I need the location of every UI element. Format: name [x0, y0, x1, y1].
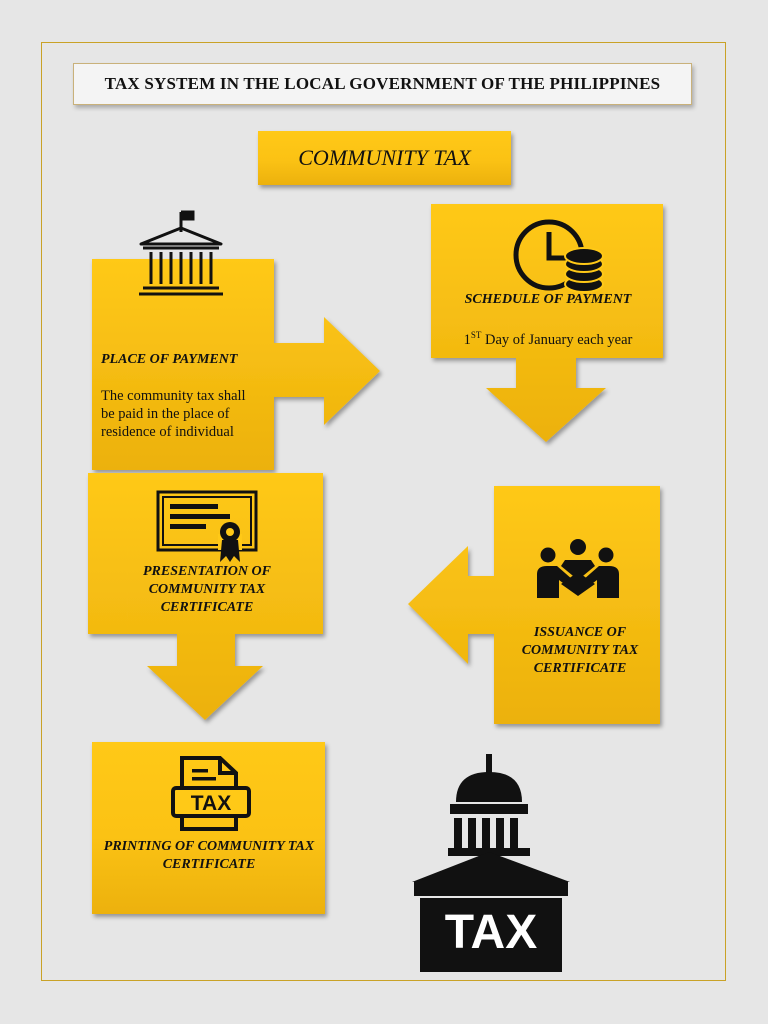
presentation-label: PRESENTATION OF COMMUNITY TAX CERTIFICATE: [143, 564, 271, 615]
printing-label: PRINTING OF COMMUNITY TAX CERTIFICATE: [103, 839, 315, 872]
handshake-group-icon: [535, 538, 621, 602]
clock-coins-icon: [512, 218, 606, 296]
schedule-day-number: 1: [463, 331, 471, 348]
schedule-day-rest: Day of January each year: [481, 331, 633, 348]
schedule-of-payment-label: SCHEDULE OF PAYMENT: [464, 292, 632, 307]
place-of-payment-text: The community tax shall be paid in the place of residence of individual: [101, 388, 246, 440]
tax-document-text: TAX: [190, 792, 232, 815]
government-building-icon: [137, 208, 225, 298]
tax-document-icon: [170, 755, 252, 833]
certificate-icon: [156, 490, 260, 566]
tax-capitol-building-icon: [410, 752, 572, 974]
place-of-payment-label: PLACE OF PAYMENT: [101, 352, 238, 367]
schedule-of-payment-text: [432, 326, 664, 349]
tax-building-text: TAX: [444, 906, 538, 959]
schedule-day-suffix: ST: [470, 330, 482, 340]
community-tax-title: COMMUNITY TAX: [258, 131, 511, 185]
issuance-label: ISSUANCE OF COMMUNITY TAX CERTIFICATE: [521, 625, 639, 676]
page-title: TAX SYSTEM IN THE LOCAL GOVERNMENT OF THE PHILIPPINES: [73, 63, 692, 105]
issuance-shape: [400, 482, 670, 732]
